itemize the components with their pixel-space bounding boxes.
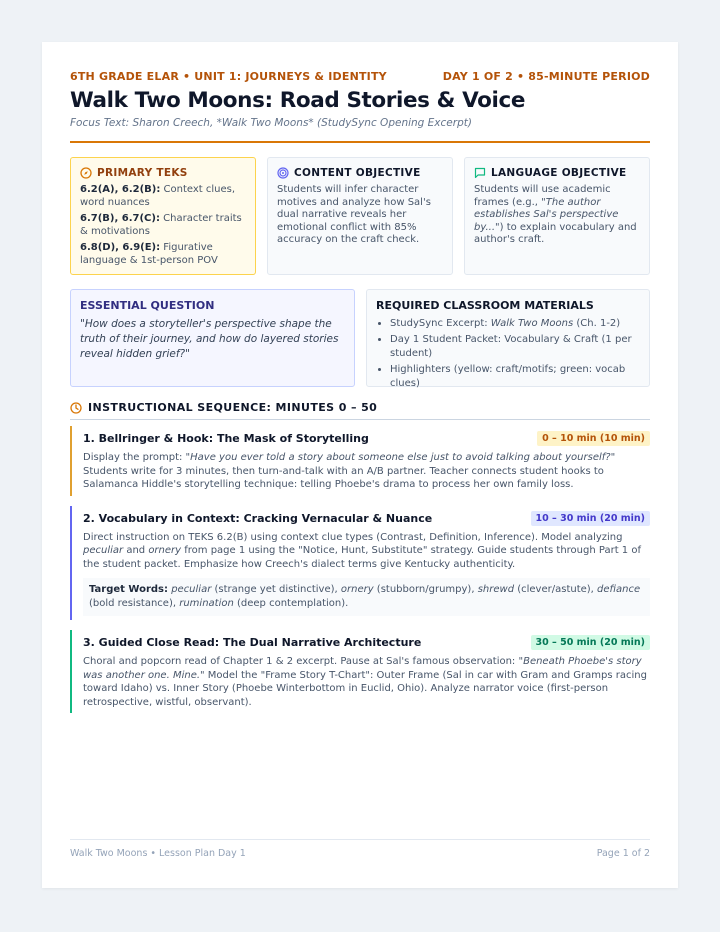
step-description: Display the prompt: "Have you ever told a story about someone else just to avoid talking about yourself?" Students write for 3 minutes, then turn-and-talk with an A/B partner. Teacher connects student hooks to Salamanca Hiddle's storytelling technique: telling Phoebe's drama to process her own family loss. [83, 452, 616, 490]
essential-question-card [70, 289, 355, 387]
time-badge: 10 – 30 min (20 min) [531, 511, 650, 526]
footer-page-number: Page 1 of 2 [596, 848, 650, 859]
compass-icon [80, 167, 92, 179]
essential-question-heading: ESSENTIAL QUESTION [80, 299, 215, 312]
step-title: 2. Vocabulary in Context: Cracking Vernacular & Nuance [83, 511, 433, 525]
list-item: • Day 1 Student Packet: Vocabulary & Craft (1 per student) [390, 333, 640, 361]
lesson-plan-page [42, 42, 678, 888]
page-title: Walk Two Moons: Road Stories & Voice [70, 88, 525, 113]
materials-list [376, 317, 640, 391]
step-title: 3. Guided Close Read: The Dual Narrative Architecture [83, 636, 422, 649]
primary-teks-card [70, 157, 256, 275]
teks-item: 6.7(B), 6.7(C): Character traits & motivations [80, 213, 242, 237]
page-footer [70, 839, 650, 859]
teks-item: 6.8(D), 6.9(E): Figurative language & 1st-person POV [80, 242, 218, 266]
target-icon [277, 167, 289, 179]
language-objective-text: Students will use academic frames (e.g., "The author establishes Sal's perspective by...") to explain vocabulary and author's craft. [474, 184, 637, 245]
teks-item: 6.2(A), 6.2(B): Context clues, word nuances [80, 184, 236, 208]
chat-icon [474, 167, 486, 179]
target-words-box: Target Words: peculiar (strange yet distinctive), ornery (stubborn/grumpy), shrewd (clever/astute), defiance (bold resistance), rumination (deep contemplation). [83, 578, 650, 616]
step-description: Choral and popcorn read of Chapter 1 & 2 excerpt. Pause at Sal's famous observation: "Beneath Phoebe's story was another one. Mine." Model the "Frame Story T-Chart": Outer Frame (Sal in car with Gram and Gramps racing toward Idaho) vs. Inner Story (Phoebe Winterbottom in Euclid, Ohio). Analyze narrator voice (first-person retrospective, wistful, observant). [83, 656, 647, 708]
teks-heading: PRIMARY TEKS [97, 167, 188, 179]
day-label: DAY 1 OF 2 • 85-MINUTE PERIOD [442, 70, 650, 83]
time-badge: 30 – 50 min (20 min) [531, 635, 650, 650]
essential-question-text: "How does a storyteller's perspective shape the truth of their journey, and how do layered stories reveal hidden grief?" [80, 318, 339, 360]
focus-text: Focus Text: Sharon Creech, *Walk Two Moons* (StudySync Opening Excerpt) [70, 117, 472, 129]
language-objective-card [464, 157, 650, 275]
step-bellringer [70, 426, 650, 496]
step-title: 1. Bellringer & Hook: The Mask of Storytelling [83, 432, 369, 445]
sequence-heading: INSTRUCTIONAL SEQUENCE: MINUTES 0 – 50 [70, 401, 650, 414]
step-close-read [70, 630, 650, 713]
list-item: • StudySync Excerpt: Walk Two Moons (Ch. 1-2) [390, 317, 640, 331]
course-label: 6TH GRADE ELAR • UNIT 1: JOURNEYS & IDENTITY [70, 70, 387, 83]
header-meta [70, 70, 650, 83]
time-badge: 0 – 10 min (10 min) [537, 431, 650, 446]
content-objective-text: Students will infer character motives and analyze how Sal's dual narrative reveals her emotional conflict with 85% accuracy on the craft check. [277, 184, 431, 245]
footer-left: Walk Two Moons • Lesson Plan Day 1 [70, 848, 246, 859]
list-item: • Highlighters (yellow: craft/motifs; green: vocab clues) [390, 363, 640, 391]
header-divider [70, 141, 650, 143]
language-objective-heading: LANGUAGE OBJECTIVE [491, 167, 627, 179]
content-objective-card [267, 157, 453, 275]
materials-card [366, 289, 650, 387]
clock-icon [70, 402, 82, 414]
materials-heading: REQUIRED CLASSROOM MATERIALS [376, 299, 594, 312]
step-description: Direct instruction on TEKS 6.2(B) using context clue types (Contrast, Definition, Inference). Model analyzing peculiar and ornery from page 1 using the "Notice, Hunt, Substitute" strategy. Guide students through Part 1 of the student packet. Emphasize how Creech's dialect terms give Kentucky authenticity. [83, 531, 641, 570]
step-vocabulary [70, 506, 650, 621]
sequence-divider [70, 419, 650, 420]
content-objective-heading: CONTENT OBJECTIVE [294, 167, 421, 179]
